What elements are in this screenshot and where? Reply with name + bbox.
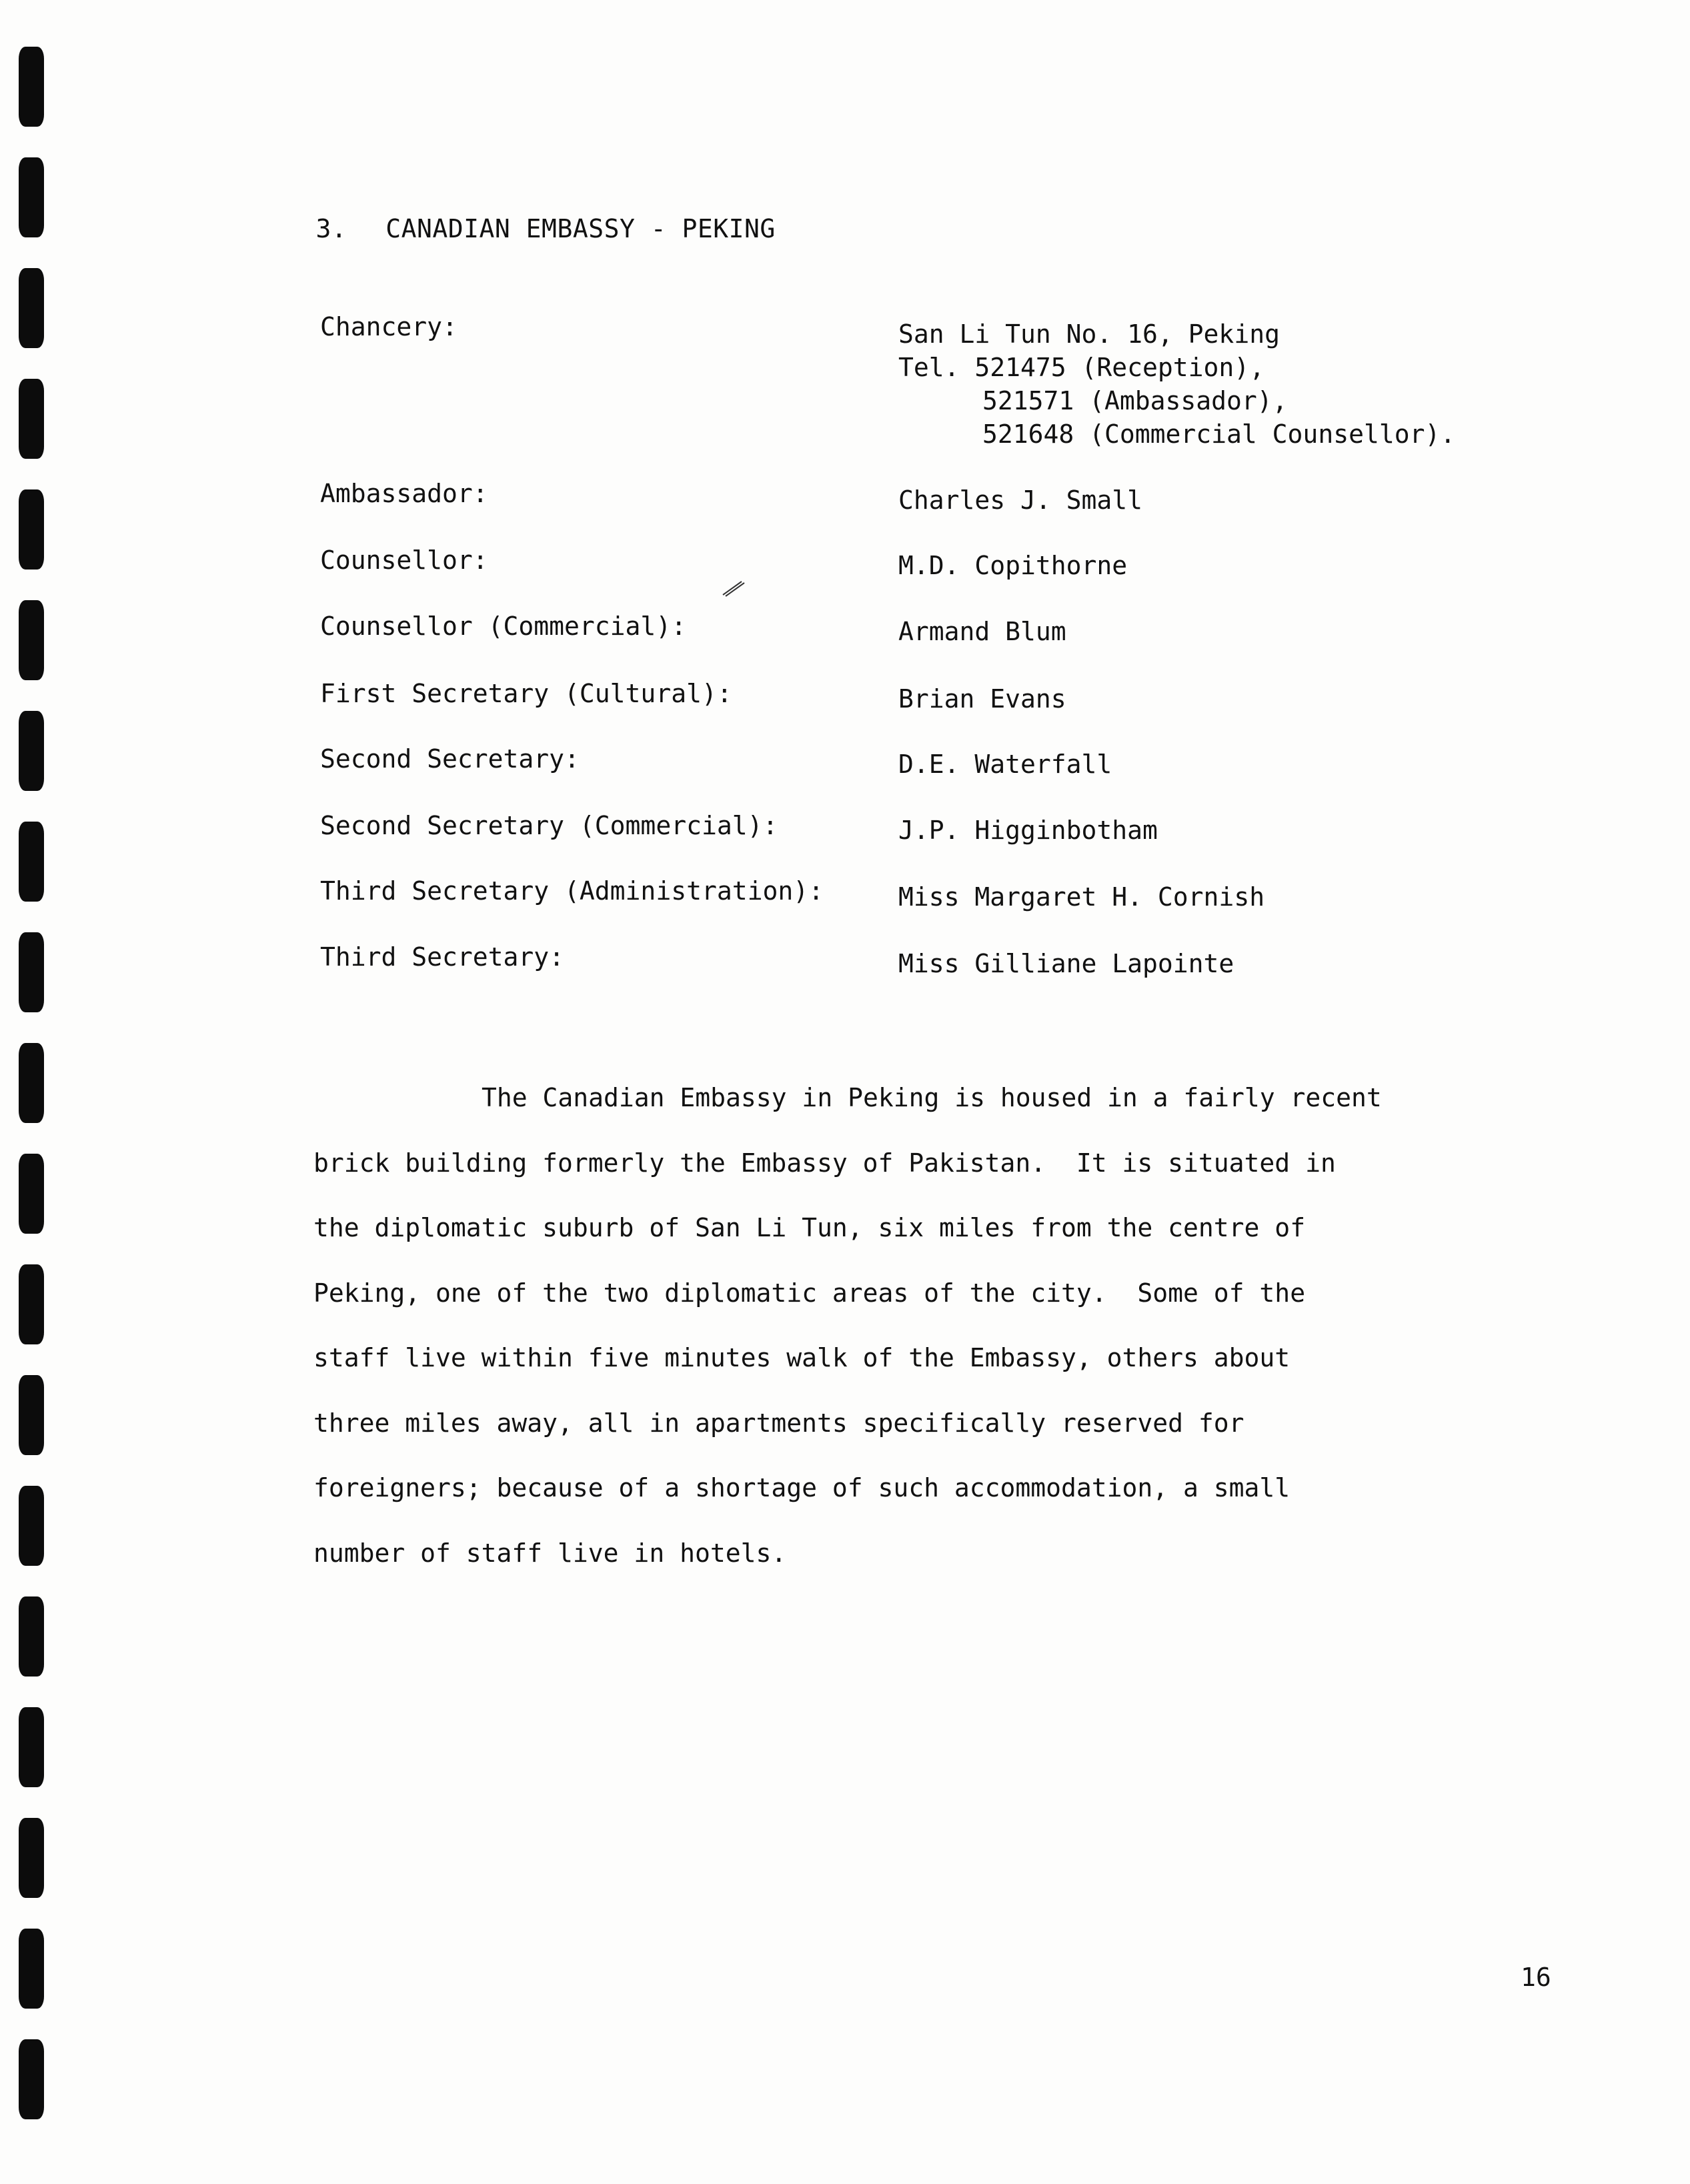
name-third-secretary-admin: Miss Margaret H. Cornish (898, 882, 1265, 912)
binder-hole (19, 1375, 44, 1455)
binder-hole (19, 711, 44, 791)
binder-hole (19, 1154, 44, 1234)
binder-hole (19, 268, 44, 348)
paragraph-line: staff live within five minutes walk of the Embassy, others about (313, 1343, 1291, 1372)
binder-hole (19, 47, 44, 127)
binder-hole (19, 822, 44, 902)
chancery-tel-ambassador: 521571 (Ambassador), (982, 386, 1288, 415)
chancery-tel-commercial: 521648 (Commercial Counsellor). (982, 419, 1456, 449)
name-counsellor-commercial: Armand Blum (898, 617, 1066, 646)
binder-hole (19, 600, 44, 680)
paragraph-line: the diplomatic suburb of San Li Tun, six miles from the centre of (313, 1213, 1306, 1242)
binder-hole (19, 157, 44, 237)
paragraph-line: The Canadian Embassy in Peking is housed in a fairly recent (482, 1083, 1382, 1112)
binder-hole (19, 932, 44, 1012)
binder-hole (19, 2039, 44, 2119)
section-heading (253, 179, 776, 279)
paragraph-line: Peking, one of the two diplomatic areas of the city. Some of the (313, 1278, 1306, 1308)
role-label-second-secretary-commercial: Second Secretary (Commercial): (320, 811, 778, 840)
binder-hole (19, 1486, 44, 1566)
name-counsellor: M.D. Copithorne (898, 551, 1128, 580)
paragraph-line: brick building formerly the Embassy of Pakistan. It is situated in (313, 1148, 1336, 1178)
role-label-first-secretary: First Secretary (Cultural): (320, 679, 732, 708)
chancery-tel-reception: Tel. 521475 (Reception), (898, 353, 1265, 382)
role-label-ambassador: Ambassador: (320, 479, 488, 508)
body-paragraph (313, 1066, 1487, 1586)
name-ambassador: Charles J. Small (898, 485, 1143, 515)
role-label-chancery: Chancery: (320, 312, 458, 341)
binder-hole (19, 1596, 44, 1677)
binder-hole (19, 489, 44, 570)
role-label-third-secretary: Third Secretary: (320, 942, 565, 972)
name-second-secretary: D.E. Waterfall (898, 750, 1112, 779)
binder-hole (19, 379, 44, 459)
binder-hole (19, 1818, 44, 1898)
pen-mark-icon (722, 579, 746, 598)
section-number: 3. (315, 214, 347, 243)
binder-hole (19, 1707, 44, 1787)
role-label-counsellor: Counsellor: (320, 545, 488, 575)
role-label-third-secretary-admin: Third Secretary (Administration): (320, 876, 824, 906)
role-label-counsellor-commercial: Counsellor (Commercial): (320, 612, 687, 641)
binder-hole (19, 1043, 44, 1123)
binder-hole (19, 1929, 44, 2009)
name-first-secretary: Brian Evans (898, 684, 1066, 714)
binder-hole (19, 1264, 44, 1344)
chancery-address: San Li Tun No. 16, Peking (898, 319, 1280, 349)
binder-holes (19, 0, 45, 2184)
page-number: 16 (1521, 1963, 1551, 1992)
paragraph-line: foreigners; because of a shortage of such accommodation, a small (313, 1473, 1291, 1502)
name-second-secretary-commercial: J.P. Higginbotham (898, 816, 1158, 845)
paragraph-line: number of staff live in hotels. (313, 1538, 787, 1568)
paragraph-line: three miles away, all in apartments specifically reserved for (313, 1408, 1244, 1438)
name-third-secretary: Miss Gilliane Lapointe (898, 949, 1234, 978)
role-label-second-secretary: Second Secretary: (320, 744, 580, 774)
section-title: CANADIAN EMBASSY - PEKING (385, 214, 776, 243)
